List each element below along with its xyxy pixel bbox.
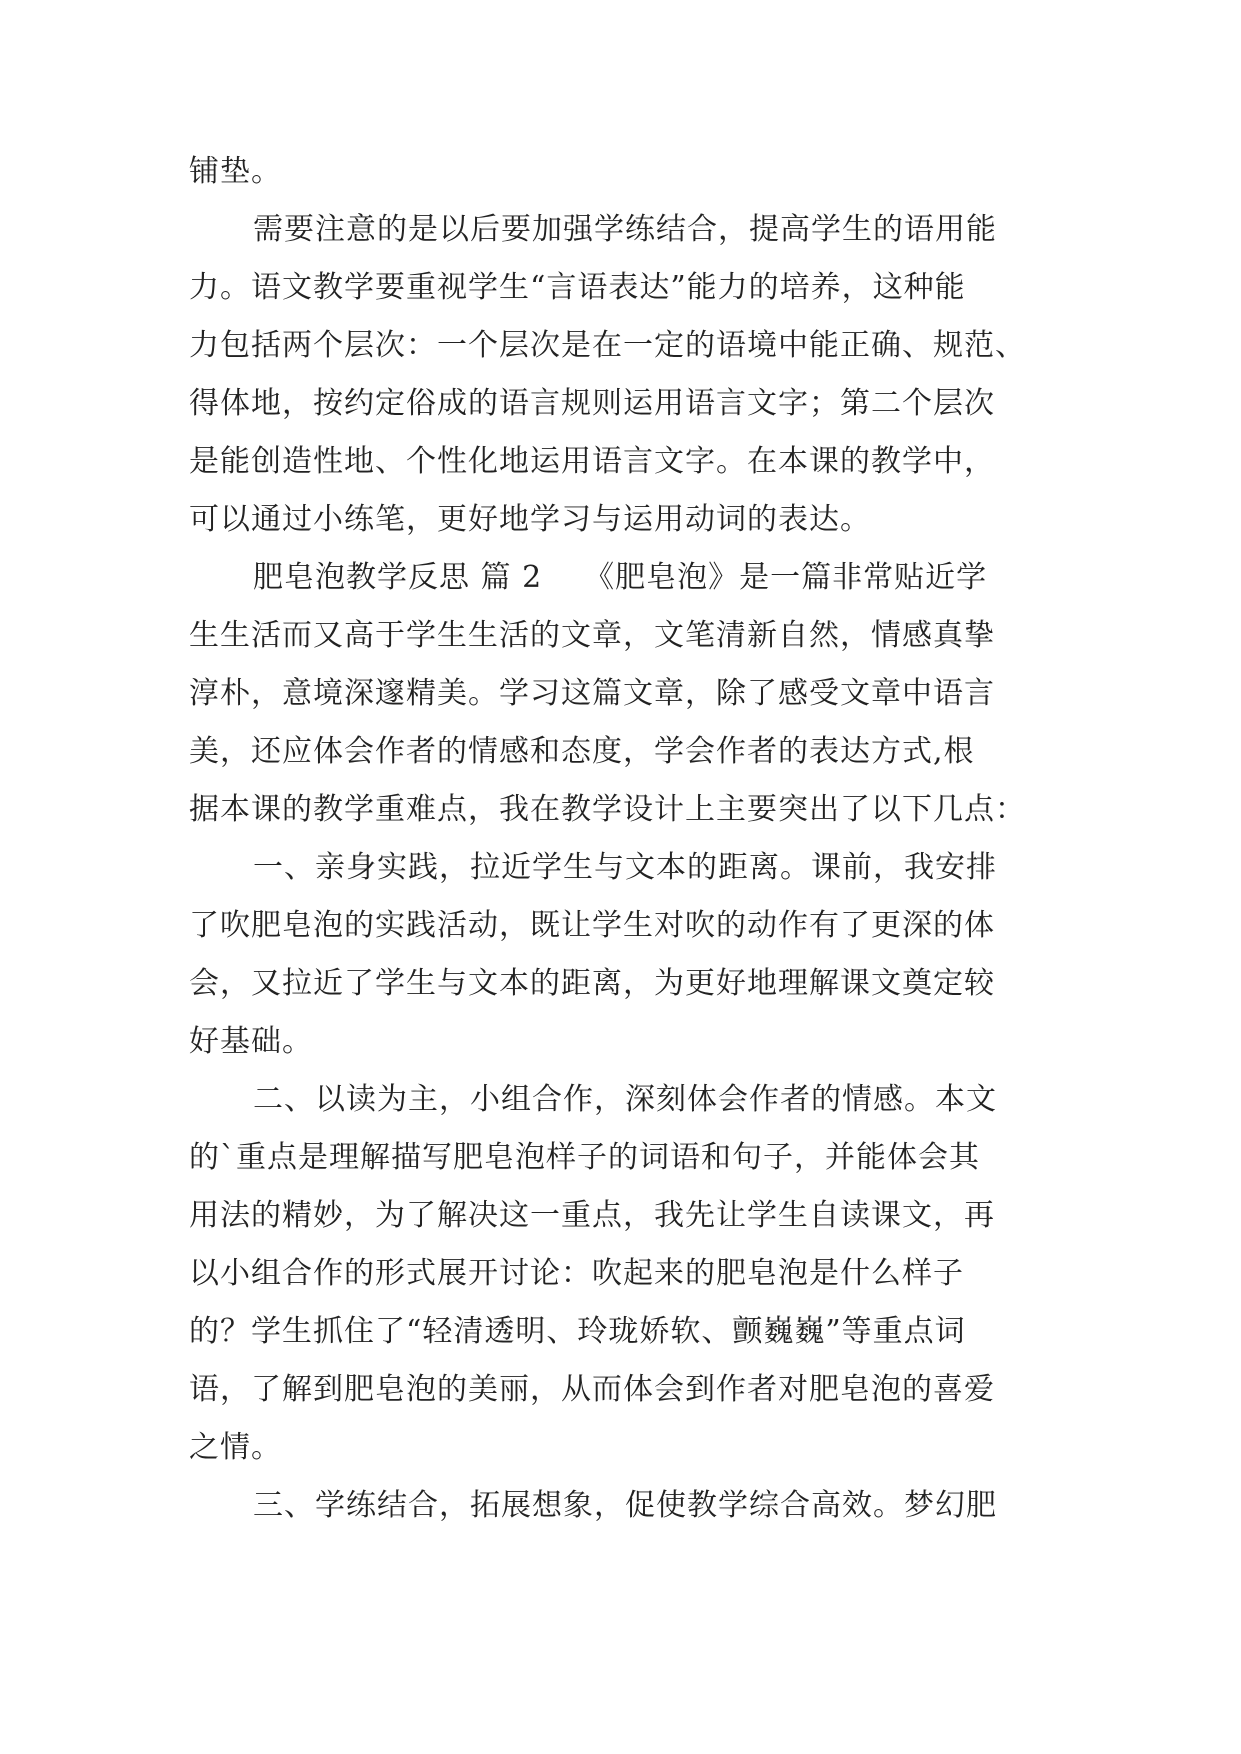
text-line: 是能创造性地、个性化地运用语言文字。在本课的教学中， <box>189 444 995 479</box>
text-line: 了吹肥皂泡的实践活动，既让学生对吹的动作有了更深的体 <box>189 908 995 943</box>
text-line: 三、学练结合，拓展想象，促使教学综合高效。梦幻肥 <box>253 1488 997 1523</box>
text-line: 力。语文教学要重视学生“言语表达”能力的培养，这种能 <box>189 270 966 305</box>
text-line: 的`重点是理解描写肥皂泡样子的词语和句子，并能体会其 <box>189 1140 980 1175</box>
section-heading: 肥皂泡教学反思 篇 2 <box>253 560 543 595</box>
text-fragment: 《肥皂泡》是一篇非常贴近学 <box>584 560 988 595</box>
text-line: 用法的精妙，为了解决这一重点，我先让学生自读课文，再 <box>189 1198 995 1233</box>
text-line: 一、亲身实践，拉近学生与文本的距离。课前，我安排 <box>253 850 997 885</box>
text-line: 铺垫。 <box>189 154 282 189</box>
text-line: 力包括两个层次：一个层次是在一定的语境中能正确、规范、 <box>189 328 1026 363</box>
text-line: 生生活而又高于学生生活的文章，文笔清新自然，情感真挚 <box>189 618 995 653</box>
text-line: 语，了解到肥皂泡的美丽，从而体会到作者对肥皂泡的喜爱 <box>189 1372 995 1407</box>
text-line: 二、以读为主，小组合作，深刻体会作者的情感。本文 <box>253 1082 997 1117</box>
text-line: 会，又拉近了学生与文本的距离，为更好地理解课文奠定较 <box>189 966 995 1001</box>
text-line: 之情。 <box>189 1430 282 1465</box>
text-line: 好基础。 <box>189 1024 313 1059</box>
section-heading-line <box>189 558 987 598</box>
text-line: 以小组合作的形式展开讨论：吹起来的肥皂泡是什么样子 <box>189 1256 964 1291</box>
text-line: 得体地，按约定俗成的语言规则运用语言文字；第二个层次 <box>189 386 995 421</box>
text-line: 淳朴，意境深邃精美。学习这篇文章，除了感受文章中语言 <box>189 676 995 711</box>
text-line: 的？学生抓住了“轻清透明、玲珑娇软、颤巍巍”等重点词 <box>189 1314 966 1349</box>
text-line: 据本课的教学重难点，我在教学设计上主要突出了以下几点： <box>189 792 1026 827</box>
text-line: 需要注意的是以后要加强学练结合，提高学生的语用能 <box>253 212 997 247</box>
text-line: 美，还应体会作者的情感和态度，学会作者的表达方式,根 <box>189 734 975 769</box>
text-line: 可以通过小练笔，更好地学习与运用动词的表达。 <box>189 502 871 537</box>
